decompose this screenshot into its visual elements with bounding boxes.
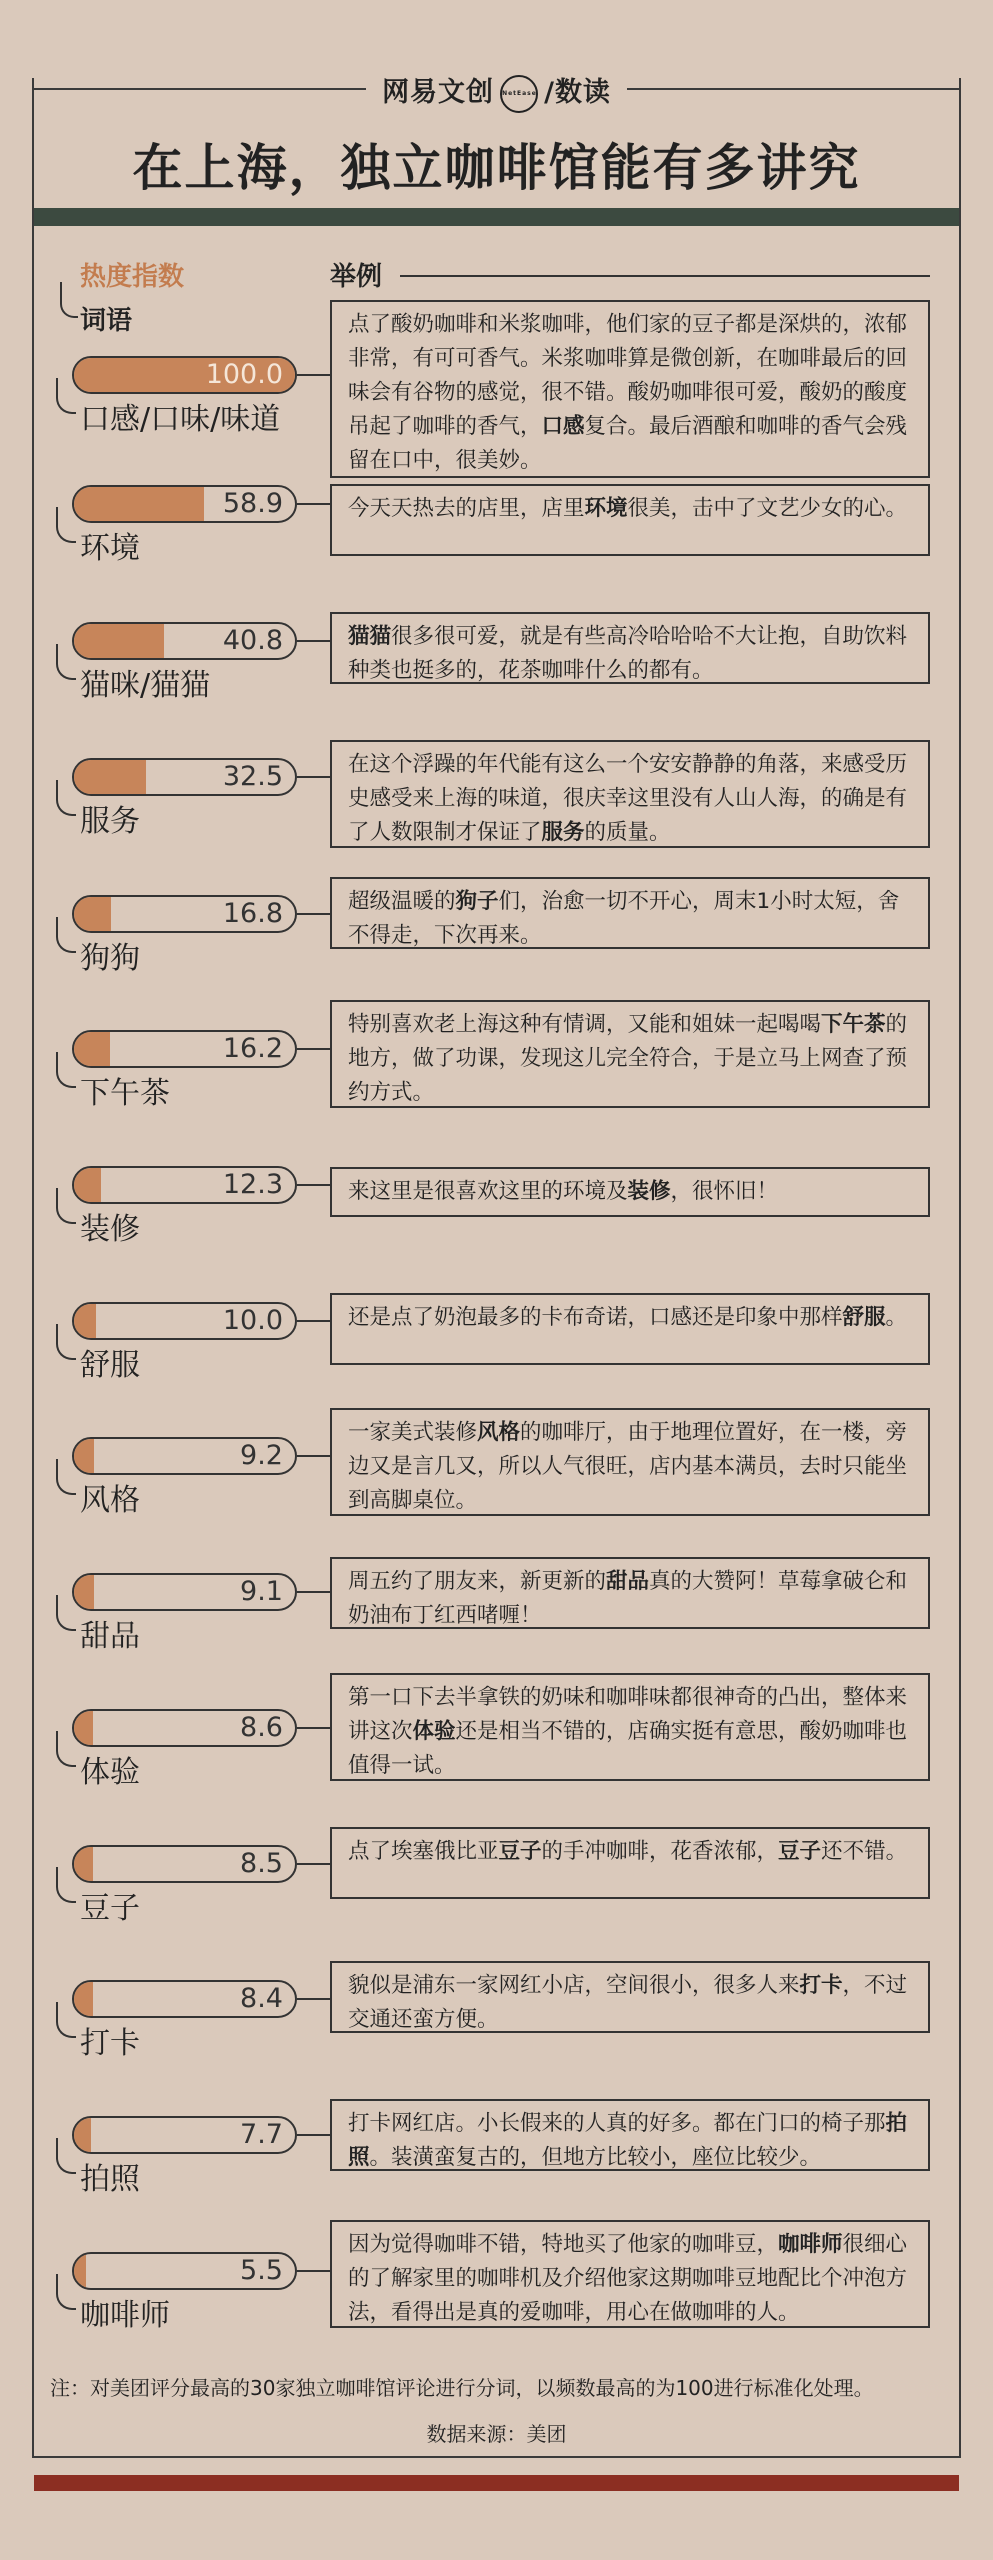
example-text: 来这里是很喜欢这里的环境及 — [348, 1179, 628, 1204]
legend-rule — [400, 275, 930, 277]
example-box — [330, 484, 930, 556]
example-text: 点了酸奶咖啡和米浆咖啡，他们家的豆子都是深烘的，浓郁非常，有可可香气。米浆咖啡算是微创新，在咖啡最后的回味会有谷物的感觉，很不错。酸奶咖啡很可爱，酸奶的酸度吊起了咖啡的香气， — [348, 312, 908, 439]
connector-line — [297, 1591, 330, 1593]
bar-3 — [72, 758, 297, 796]
keyword-highlight: 舒服 — [842, 1305, 886, 1330]
example-text: ，不过交通还蛮方便。 — [348, 1973, 908, 2032]
example-text: 貌似是浦东一家网红小店，空间很小，很多人来 — [348, 1973, 800, 1998]
example-box — [330, 612, 930, 684]
category-label: 打卡 — [80, 2026, 140, 2061]
category-label: 拍照 — [80, 2162, 140, 2197]
example-text: 的手冲咖啡，花香浓郁， — [541, 1839, 779, 1864]
bar-10 — [72, 1709, 297, 1747]
connector-line — [297, 2134, 330, 2136]
connector-line — [297, 1455, 330, 1457]
bar-value-label: 5.5 — [240, 2255, 283, 2286]
bar-fill — [74, 1847, 93, 1881]
keyword-highlight: 环境 — [584, 496, 628, 521]
example-text: 。装潢蛮复古的，但地方比较小，座位比较少。 — [369, 2145, 822, 2170]
example-text: ，很怀旧！ — [670, 1179, 779, 1204]
example-box — [330, 2220, 930, 2328]
bottom-color-band — [34, 2475, 959, 2491]
example-text: 真的大赞阿！草莓拿破仑和奶油布丁红西啫喱！ — [348, 1569, 908, 1628]
bar-fill — [74, 1982, 93, 2016]
example-text: 一家美式装修 — [348, 1420, 478, 1445]
bar-fill — [74, 1711, 93, 1745]
bar-11 — [72, 1845, 297, 1883]
keyword-highlight: 口感 — [541, 414, 585, 439]
connector-line — [297, 503, 330, 505]
connector-line — [297, 1727, 330, 1729]
bar-1 — [72, 485, 297, 523]
bar-4 — [72, 895, 297, 933]
brand-header — [0, 70, 993, 113]
bar-14 — [72, 2252, 297, 2290]
example-box — [330, 1408, 930, 1516]
bar-5 — [72, 1030, 297, 1068]
bar-value-label: 10.0 — [222, 1305, 283, 1336]
bar-fill — [74, 897, 111, 931]
bar-value-label: 8.4 — [240, 1983, 283, 2014]
bar-12 — [72, 1980, 297, 2018]
category-label: 舒服 — [80, 1348, 140, 1383]
brand-left: 网易文创 — [382, 77, 495, 108]
bar-7 — [72, 1302, 297, 1340]
example-text: 的地方，做了功课，发现这儿完全符合，于是立马上网查了预约方式。 — [348, 1012, 908, 1105]
legend-hook — [60, 282, 78, 318]
example-text: 还是点了奶泡最多的卡布奇诺，口感还是印象中那样 — [348, 1305, 843, 1330]
example-text: 特别喜欢老上海这种有情调，又能和姐妹一起喝喝 — [348, 1012, 822, 1037]
connector-line — [297, 374, 330, 376]
example-box — [330, 2099, 930, 2171]
bar-value-label: 7.7 — [240, 2119, 283, 2150]
bar-value-label: 40.8 — [222, 625, 283, 656]
bar-value-label: 8.5 — [240, 1848, 283, 1879]
example-text: 复合。最后酒酿和咖啡的香气会残留在口中，很美妙。 — [348, 414, 908, 473]
example-text: 很细心的了解家里的咖啡机及介绍他家这期咖啡豆地配比个冲泡方法，看得出是真的爱咖啡，用心在做咖啡的人。 — [348, 2232, 908, 2325]
example-text: 今天天热去的店里，店里 — [348, 496, 585, 521]
connector-line — [297, 1184, 330, 1186]
top-color-band — [34, 208, 959, 226]
bar-13 — [72, 2116, 297, 2154]
page-title: 在上海，独立咖啡馆能有多讲究 — [132, 139, 861, 197]
example-box — [330, 1000, 930, 1108]
bar-value-label: 16.8 — [222, 898, 283, 929]
connector-line — [297, 913, 330, 915]
category-label: 狗狗 — [80, 941, 140, 976]
keyword-highlight: 装修 — [627, 1179, 671, 1204]
example-box — [330, 300, 930, 478]
keyword-highlight: 打卡 — [799, 1973, 843, 1998]
connector-line — [297, 1998, 330, 2000]
example-text: 很多很可爱，就是有些高冷哈哈哈不大让抱，自助饮料种类也挺多的，花茶咖啡什么的都有。 — [348, 624, 908, 683]
bar-value-label: 32.5 — [222, 761, 283, 792]
bar-value-label: 9.2 — [240, 1440, 283, 1471]
category-label: 下午茶 — [80, 1076, 170, 1111]
footnote: 注：对美团评分最高的30家独立咖啡馆评论进行分词，以频数最高的为100进行标准化处理。 — [50, 2376, 874, 2400]
brand-slash: / — [544, 77, 555, 108]
legend-example-label: 举例 — [330, 262, 383, 292]
example-box — [330, 1293, 930, 1365]
bar-fill — [74, 1439, 94, 1473]
bar-value-label: 58.9 — [222, 488, 283, 519]
connector-line — [297, 776, 330, 778]
keyword-highlight: 咖啡师 — [778, 2232, 843, 2257]
bar-fill — [74, 624, 164, 658]
bar-fill — [74, 487, 204, 521]
brand-right: 数读 — [554, 77, 611, 108]
bar-6 — [72, 1166, 297, 1204]
category-label: 豆子 — [80, 1891, 140, 1926]
example-box — [330, 1961, 930, 2033]
keyword-highlight: 体验 — [412, 1719, 456, 1744]
example-text: 在这个浮躁的年代能有这么一个安安静静的角落，来感受历史感受来上海的味道，很庆幸这里没有人山人海，的确是有了人数限制才保证了 — [348, 752, 908, 845]
bar-value-label: 12.3 — [222, 1169, 283, 1200]
keyword-highlight: 豆子 — [498, 1839, 542, 1864]
bar-fill — [74, 1168, 101, 1202]
bar-value-label: 100.0 — [205, 359, 283, 390]
example-text: 点了埃塞俄比亚 — [348, 1839, 499, 1864]
netease-logo-icon: NetEase — [500, 75, 538, 113]
bar-fill — [74, 760, 146, 794]
category-label: 环境 — [80, 531, 140, 566]
category-label: 体验 — [80, 1755, 140, 1790]
example-box — [330, 877, 930, 949]
category-label: 服务 — [80, 804, 140, 839]
bar-fill — [74, 1032, 110, 1066]
category-label: 咖啡师 — [80, 2298, 170, 2333]
example-box — [330, 1673, 930, 1781]
bar-0 — [72, 356, 297, 394]
connector-line — [297, 1048, 330, 1050]
keyword-highlight: 甜品 — [606, 1569, 650, 1594]
bar-value-label: 8.6 — [240, 1712, 283, 1743]
example-text: 第一口下去半拿铁的奶味和咖啡味都很神奇的凸出，整体来讲这次 — [348, 1685, 908, 1744]
keyword-highlight: 豆子 — [778, 1839, 822, 1864]
example-box — [330, 1827, 930, 1899]
example-text: 的咖啡厅，由于地理位置好，在一楼，旁边又是言几又，所以人气很旺，店内基本满员，去时只能坐到高脚桌位。 — [348, 1420, 908, 1513]
keyword-highlight: 下午茶 — [821, 1012, 886, 1037]
category-label: 口感/口味/味道 — [80, 402, 281, 437]
legend-word-label: 词语 — [80, 306, 133, 336]
example-text: 还不错。 — [821, 1839, 908, 1864]
example-text: 因为觉得咖啡不错，特地买了他家的咖啡豆， — [348, 2232, 779, 2257]
legend-heat-label: 热度指数 — [80, 262, 185, 292]
connector-line — [297, 640, 330, 642]
data-source: 数据来源：美团 — [426, 2422, 567, 2446]
example-box — [330, 1167, 930, 1217]
connector-line — [297, 2270, 330, 2272]
keyword-highlight: 狗子 — [455, 889, 499, 914]
bar-8 — [72, 1437, 297, 1475]
example-box — [330, 1557, 930, 1629]
keyword-highlight: 拍照 — [348, 2111, 908, 2170]
category-label: 装修 — [80, 1212, 140, 1247]
bar-fill — [74, 1304, 96, 1338]
example-text: 。 — [885, 1305, 908, 1330]
example-text: 的质量。 — [584, 820, 671, 845]
example-text: 超级温暖的 — [348, 889, 456, 914]
bar-2 — [72, 622, 297, 660]
keyword-highlight: 风格 — [477, 1420, 521, 1445]
bar-9 — [72, 1573, 297, 1611]
bar-value-label: 16.2 — [222, 1033, 283, 1064]
example-text: 打卡网红店。小长假来的人真的好多。都在门口的椅子那 — [348, 2111, 886, 2136]
example-text: 很美，击中了文艺少女的心。 — [627, 496, 908, 521]
example-text: 还是相当不错的，店确实挺有意思，酸奶咖啡也值得一试。 — [348, 1719, 908, 1778]
connector-line — [297, 1863, 330, 1865]
bar-fill — [74, 1575, 94, 1609]
bar-fill — [74, 2118, 91, 2152]
category-label: 甜品 — [80, 1619, 140, 1654]
connector-line — [297, 1320, 330, 1322]
keyword-highlight: 服务 — [541, 820, 585, 845]
bar-fill — [74, 2254, 86, 2288]
keyword-highlight: 猫猫 — [348, 624, 392, 649]
example-text: 周五约了朋友来，新更新的 — [348, 1569, 607, 1594]
example-box — [330, 740, 930, 848]
example-text: 们，治愈一切不开心，周末1小时太短，舍不得走，下次再来。 — [348, 889, 900, 948]
category-label: 风格 — [80, 1483, 140, 1518]
category-label: 猫咪/猫猫 — [80, 668, 211, 703]
bar-value-label: 9.1 — [240, 1576, 283, 1607]
